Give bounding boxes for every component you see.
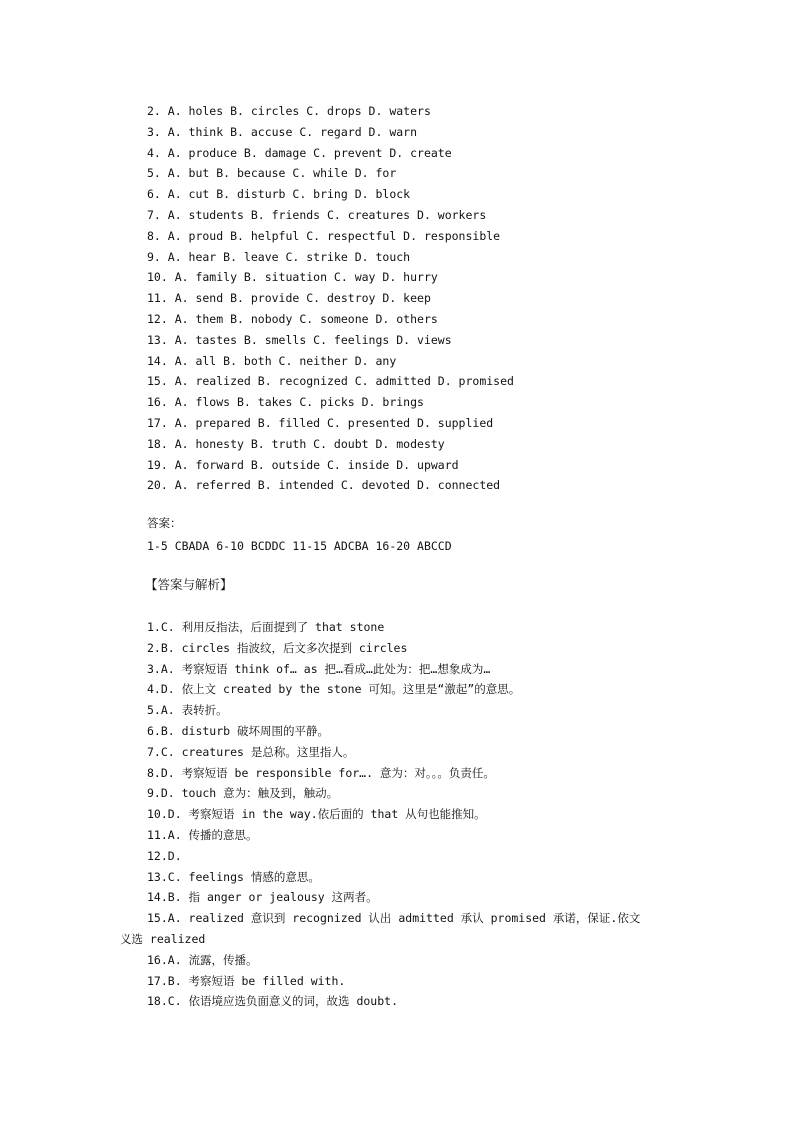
option-line-4: 4. A. produce B. damage C. prevent D. create bbox=[147, 145, 452, 160]
analysis-line-10: 10.D. 考察短语 in the way.依后面的 that 从句也能推知。 bbox=[147, 807, 486, 822]
answer-label: 答案： bbox=[147, 516, 182, 530]
option-line-12: 12. A. them B. nobody C. someone D. others bbox=[147, 311, 438, 326]
option-line-15: 15. A. realized B. recognized C. admitted D. promised bbox=[147, 374, 514, 389]
analysis-line-14: 14.B. 指 anger or jealousy 这两者。 bbox=[147, 890, 378, 905]
option-line-18: 18. A. honesty B. truth C. doubt D. modesty bbox=[147, 436, 445, 451]
analysis-line-13: 13.C. feelings 情感的意思。 bbox=[147, 869, 320, 884]
option-line-8: 8. A. proud B. helpful C. respectful D. responsible bbox=[147, 228, 501, 243]
option-line-11: 11. A. send B. provide C. destroy D. keep bbox=[147, 291, 431, 306]
analysis-line-2: 2.B. circles 指波纹，后文多次提到 circles bbox=[147, 640, 408, 655]
analysis-line-15-continuation: 义选 realized bbox=[120, 931, 206, 946]
option-line-16: 16. A. flows B. takes C. picks D. brings bbox=[147, 395, 424, 410]
option-line-6: 6. A. cut B. disturb C. bring D. block bbox=[147, 187, 411, 202]
analysis-list bbox=[120, 617, 680, 1012]
analysis-line-15: 15.A. realized 意识到 recognized 认出 admitted 承认 promised 承诺，保证.依文 bbox=[147, 911, 641, 926]
option-line-13: 13. A. tastes B. smells C. feelings D. views bbox=[147, 332, 452, 347]
option-line-9: 9. A. hear B. leave C. strike D. touch bbox=[147, 249, 411, 264]
option-line-5: 5. A. but B. because C. while D. for bbox=[147, 166, 397, 181]
option-line-10: 10. A. family B. situation C. way D. hurry bbox=[147, 270, 438, 285]
analysis-line-6: 6.B. disturb 破坏周围的平静。 bbox=[147, 723, 330, 738]
analysis-line-5: 5.A. 表转折。 bbox=[147, 703, 228, 718]
analysis-line-1: 1.C. 利用反指法，后面提到了 that stone bbox=[147, 620, 385, 634]
option-line-17: 17. A. prepared B. filled C. presented D. supplied bbox=[147, 415, 494, 430]
analysis-line-18: 18.C. 依语境应选负面意义的词，故选 doubt. bbox=[147, 994, 399, 1009]
analysis-line-9: 9.D. touch 意为：触及到，触动。 bbox=[147, 786, 339, 801]
analysis-line-7: 7.C. creatures 是总称。这里指人。 bbox=[147, 744, 355, 759]
option-list bbox=[147, 101, 767, 496]
analysis-line-16: 16.A. 流露，传播。 bbox=[147, 952, 258, 967]
analysis-line-11: 11.A. 传播的意思。 bbox=[147, 827, 258, 842]
analysis-line-17: 17.B. 考察短语 be filled with. bbox=[147, 973, 346, 988]
option-line-14: 14. A. all B. both C. neither D. any bbox=[147, 353, 397, 368]
option-line-3: 3. A. think B. accuse C. regard D. warn bbox=[147, 124, 418, 139]
analysis-line-8: 8.D. 考察短语 be responsible for…. 意为：对。。。负责任。 bbox=[147, 765, 495, 780]
option-line-7: 7. A. students B. friends C. creatures D. workers bbox=[147, 207, 487, 222]
analysis-line-3: 3.A. 考察短语 think of… as 把…看成…此处为：把…想象成为… bbox=[147, 661, 491, 676]
analysis-line-4: 4.D. 依上文 created by the stone 可知。这里是“激起”的意思。 bbox=[147, 682, 521, 697]
analysis-line-12: 12.D. bbox=[147, 848, 182, 863]
option-line-19: 19. A. forward B. outside C. inside D. upward bbox=[147, 457, 459, 472]
option-line-20: 20. A. referred B. intended C. devoted D. connected bbox=[147, 478, 501, 493]
section-title: 【答案与解析】 bbox=[145, 577, 233, 592]
option-line-2: 2. A. holes B. circles C. drops D. waters bbox=[147, 104, 431, 118]
answer-key: 1-5 CBADA 6-10 BCDDC 11-15 ADCBA 16-20 ABCCD bbox=[147, 539, 452, 553]
